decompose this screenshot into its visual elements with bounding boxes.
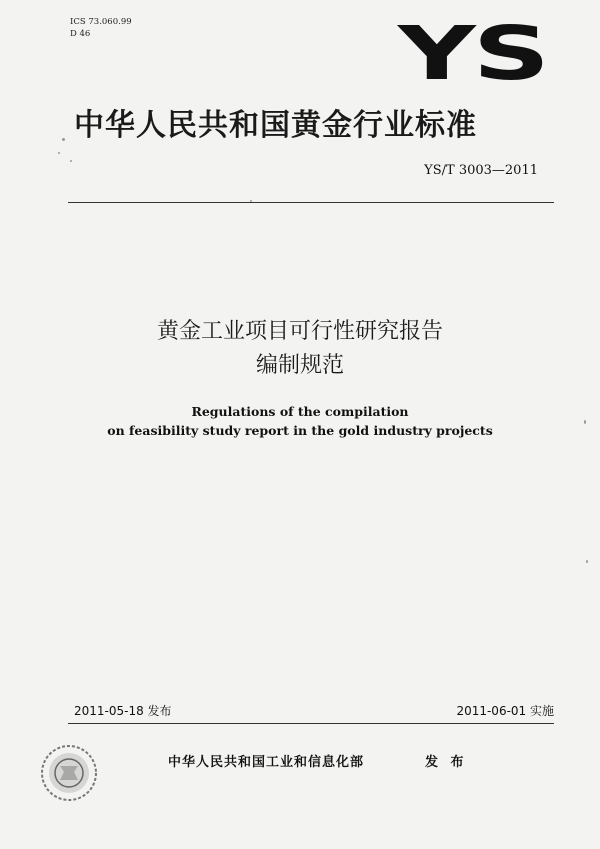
english-title [0,402,600,440]
publisher-name: 中华人民共和国工业和信息化部 [168,755,365,770]
ys-logo: YS [398,11,548,97]
implementation-date: 2011-06-01 实施 [456,704,554,718]
english-title-line2: on feasibility study report in the gold industry projects [107,423,493,438]
ccs-code: D 46 [70,29,91,39]
document-title-line1: 黄金工业项目可行性研究报告 [156,319,443,344]
scan-speck [62,138,65,141]
issue-date: 2011-05-18 发布 [74,704,172,718]
scan-speck [250,200,252,202]
standard-number: YS/T 3003—2011 [424,163,538,178]
seal-stamp-icon [38,742,100,804]
document-title [0,315,600,383]
scan-speck [58,152,60,154]
scan-speck [586,560,588,563]
document-title-line2: 编制规范 [255,353,344,378]
scan-speck [70,160,72,162]
classification-codes [70,16,132,40]
english-title-line1: Regulations of the compilation [191,404,409,419]
bottom-divider [68,723,554,724]
ics-code: ICS 73.060.99 [70,17,132,27]
publish-action: 发 布 [425,755,468,770]
scan-speck [584,420,586,424]
standard-body-title: 中华人民共和国黄金行业标准 [74,108,477,143]
top-divider [68,202,554,203]
